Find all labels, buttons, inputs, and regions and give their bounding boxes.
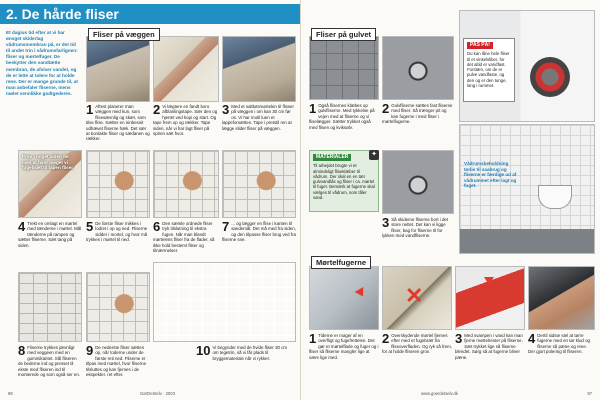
grout-step-2-caption: 2 Overskydende mørtel fjernes efter med et fugebræt fra fliseoverfladen. Og ryk så frem, for at holde fliseren grov. [382, 331, 452, 355]
materials-text: Til arbejdet brugte vi et almindeligt fliseklæber til vådrum. Der skal en en tæt gulvvandlås og fliser i ca. mørtel til fuger. Bemærk at fugerne skal vælges til vådrum, som tåler vand. [313, 163, 375, 201]
step-4-photo-note: Prøv i noget siden før med at hvor meget vi fugebræt til tapen fliser. [22, 154, 75, 171]
grout-step-4-caption: 4 Dertil sidste stel at tørre fugerne med en tør klud og fliserne så pæne og rene. Der gjort polering til fliseren. [528, 331, 590, 355]
floor-step-2-caption: 2 Gulvfliserne sættes fast fliserne med fliser. Så trænger pit og kan fugerne i med fliser i mørtelfugerne. [382, 101, 453, 125]
bathroom-note: Vådrumsbeholdning tørlie til saabrug og fliserne er færdige ud af vådrummet efter lagt og fuget. [464, 161, 517, 189]
footer-publication: GørDetSelv · 2003 [140, 391, 175, 396]
step-5-photo [86, 150, 150, 218]
step-8-photo [18, 272, 82, 342]
angle-grinder-icon [530, 57, 570, 97]
step-8-caption: 8 Fliserne trykkes jævnligt med veggeen med en gummikantet. Sål fliseren de bederne ind og presset til ekste med fliseren ind til monterede og som også ser en. [18, 343, 80, 378]
intro-text: Et dagius tid efter at vi har ønsget skiderlag vådrumsmembran på, er det tid til andet trin i vådrumsfarlignen: fliser og mørtelfuger. De beskytter den vandtætte membran, de afviser vandet, og de er lette at tolere for at holde rene. Der er mange grunde til, at man anbefaler fliserne, mens mølet vennlikke godtgederes. [6, 30, 78, 96]
step-10-photo [153, 262, 296, 342]
step-9-caption: 9 De nederste fliser sættes op, når toderne under de første reti ned. Fliserne er tilpas med mørtel, hvor fliserne tilsluttes og kan fjernes i de ekspekter. ret efter. [86, 343, 147, 378]
step-9-photo [86, 272, 150, 342]
footer-page-number-left: 98 [8, 391, 13, 396]
step-2-photo [153, 36, 219, 102]
floor-step-3-caption: 3 Så skiderne fliserne bort i det store nettet. Det kan vi ligge fliser, bag for fliserne til for lykken med vandfliserne. [382, 215, 449, 239]
step-2-caption: 2 Vi lægtere en fandt boro afblanlingstape. Sær den og hjertet ved kopi og start. Og tape frem op og rækker. Tape siden, når vi har lagt fliser på spiren sæt hvor. [153, 102, 218, 137]
step-7-caption: 7 ... og lægger en flise i kanten til sandemål. Det må med fra siden, og den tilpasse fliser brug ved fra fliserne sne. [222, 219, 296, 243]
toilet-icon [538, 185, 572, 209]
footer-website: www.goerdetselv.dk [421, 391, 458, 396]
floor-area [460, 229, 595, 254]
grout-step-2-photo [382, 266, 452, 330]
right-page [300, 0, 600, 400]
step-5-caption: 5 De første fliser mikkes i lodret i op og ned. Fliserne sidder i mortel, og hvor må trykkes i mørtel til ned. [86, 219, 148, 243]
step-4-caption: 4 Trekt en omlagt en mørtel med tænderne i mørtel. Mål tænderne på rampen og sætter fliserne. Sæt tang på siden. [18, 219, 82, 248]
section-grout-label: Mørtelfugerne [311, 256, 371, 269]
step-7-photo [222, 150, 296, 218]
section-floor-label: Fliser på gulvet [311, 28, 376, 41]
grout-step-1-caption: 1 Tiderne er mager af en overfligt og fugefrettelen. Det gør et mørtelflade og fuger og i fliser så fliserne mangler lige at være lige med. [309, 331, 379, 360]
grout-step-4-photo [528, 266, 595, 330]
step-6-photo [153, 150, 219, 218]
materials-icon: ✦ [369, 150, 379, 160]
floor-step-2-photo [382, 36, 454, 100]
finished-bathroom-photo [459, 124, 595, 254]
step-3-caption: 3 Med et saltlutsmørtelen til flisser på væggen i om kan 30 cm før os. Vi har motil luen et lappeforsættes. Tape i pretstil ren at lægge slider fliser på væggen. [222, 102, 294, 131]
footer-page-number-right: 97 [587, 391, 592, 396]
grout-step-1-photo [309, 266, 379, 330]
grout-step-3-caption: 3 Med svampen i vand kan man fjerne mørtelrester på fliserne. Sæt trykket lige så fliserne blendet. Sørg så at fugerne bliver pæne. [455, 331, 523, 360]
floor-step-1-caption: 1 Også flisernes klæbes op gulvfliserne. Med tykkelse på vejen med at fliserne og vi fliselægger. Sætter trykket også med flisen og kviksølv. [309, 101, 375, 130]
floor-step-1-photo [309, 36, 379, 100]
step-1-photo [86, 36, 150, 102]
floor-step-3-photo [382, 150, 454, 214]
direction-arrow-icon [484, 277, 494, 285]
warning-text: Du kan låne hele fliser til et vinkelsliber, for det altid er vandfast. Forstæn, om de er pulve vandfaste, og den og er den tunge, lang i rummet. [467, 51, 510, 89]
step-6-caption: 6 Den sæmle ordnede fliser tryk tilslutning til ekstra fugen. Når man blandt mørtelens fliser fra de flader, så ikke hold bestemt fliser og tilnærmelser. [153, 219, 215, 254]
grout-step-3-photo [455, 266, 525, 330]
page-title: 2. De hårde fliser [0, 4, 300, 24]
step-3-photo [222, 36, 296, 102]
materials-header: MATERIALER [313, 154, 351, 161]
step-10-caption: 10 Vi begynder med de hvide fliser 30 cm om tegetrin, så vi får plads til bryggemateriale når vi rykker. [196, 343, 288, 361]
step-4-photo [18, 150, 82, 218]
section-wall-label: Fliser på væggen [88, 28, 160, 41]
red-cross-icon: ✕ [405, 283, 424, 308]
warning-header: PAS PÅ! [467, 42, 493, 49]
step-1-caption: 1 Aftest planerer man væggen med kun, som flisesævnlig og skær, som tilse flise. Sætter en ninbesnit udhævet fliserne hæk. Det sær at kontakte fliser og sædanen og rækker. [86, 102, 150, 142]
direction-arrow-icon [355, 287, 368, 299]
warning-box [463, 38, 515, 102]
